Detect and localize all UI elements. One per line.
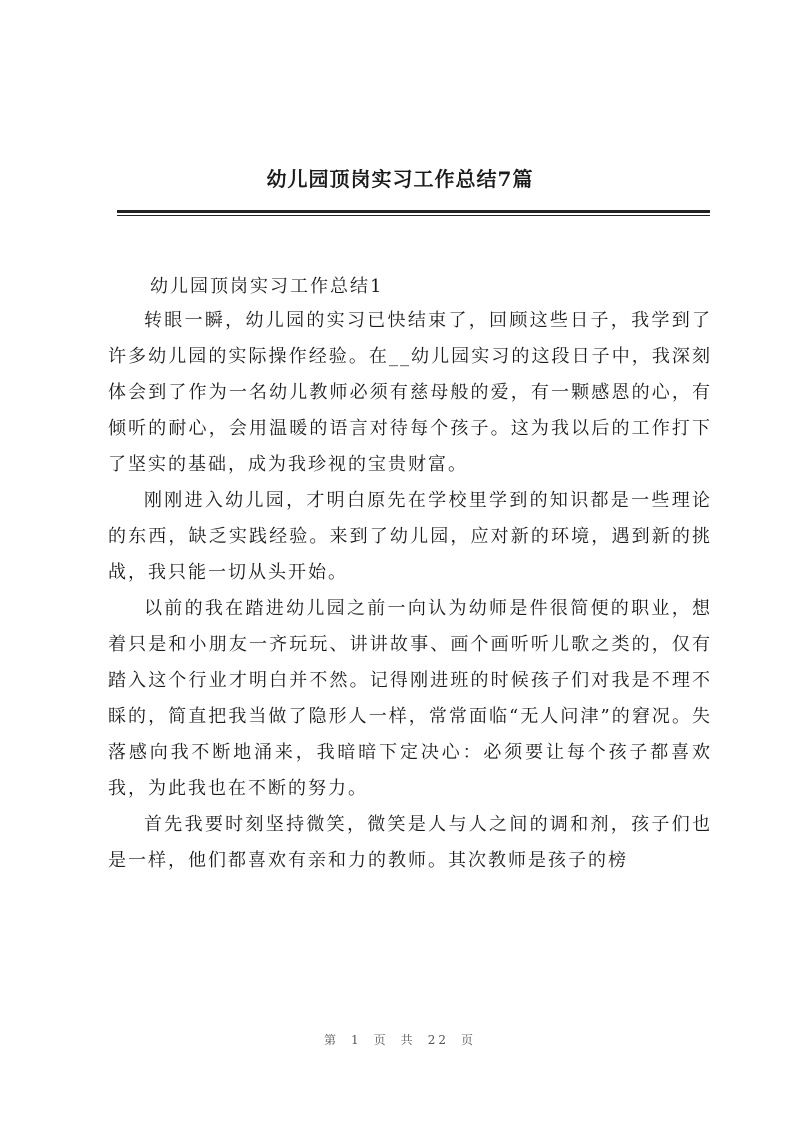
footer-page-number: 1 — [351, 1033, 362, 1047]
paragraph-1: 转眼一瞬，幼儿园的实习已快结束了，回顾这些日子，我学到了许多幼儿园的实际操作经验。在__幼儿园实习的这段日子中，我深刻体会到了作为一名幼儿教师必须有慈母般的爱，有一颗感恩的心，有倾听的耐心，会用温暖的语言对待每个孩子。这为我以后的工作打下了坚实的基础，成为我珍视的宝贵财富。 — [108, 310, 712, 475]
section-heading: 幼儿园顶岗实习工作总结1 — [150, 276, 384, 297]
footer-total-pages: 22 — [427, 1033, 449, 1047]
paragraph-2: 刚刚进入幼儿园，才明白原先在学校里学到的知识都是一些理论的东西，缺乏实践经验。来到了幼儿园，应对新的环境，遇到新的挑战，我只能一切从头开始。 — [108, 490, 712, 583]
footer-page-unit: 页 — [373, 1033, 389, 1047]
page-footer — [0, 1031, 800, 1048]
footer-total-label: 共 — [400, 1033, 416, 1047]
paragraph-3: 以前的我在踏进幼儿园之前一向认为幼师是件很简便的职业，想着只是和小朋友一齐玩玩、讲讲故事、画个画听听儿歌之类的，仅有踏入这个行业才明白并不然。记得刚进班的时候孩子们对我是不理不睬的，简直把我当做了隐形人一样，常常面临“无人问津”的窘况。失落感向我不断地涌来，我暗暗下定决心：必须要让每个孩子都喜欢我，为此我也在不断的努力。 — [108, 598, 712, 799]
footer-total-unit: 页 — [460, 1033, 476, 1047]
title-divider-thick — [117, 210, 710, 213]
paragraph-4: 首先我要时刻坚持微笑，微笑是人与人之间的调和剂，孩子们也是一样，他们都喜欢有亲和力的教师。其次教师是孩子的榜 — [108, 814, 712, 871]
document-body — [108, 271, 712, 879]
title-divider-thin — [117, 215, 710, 216]
footer-page-label: 第 — [324, 1033, 340, 1047]
document-title: 幼儿园顶岗实习工作总结7篇 — [266, 167, 534, 191]
